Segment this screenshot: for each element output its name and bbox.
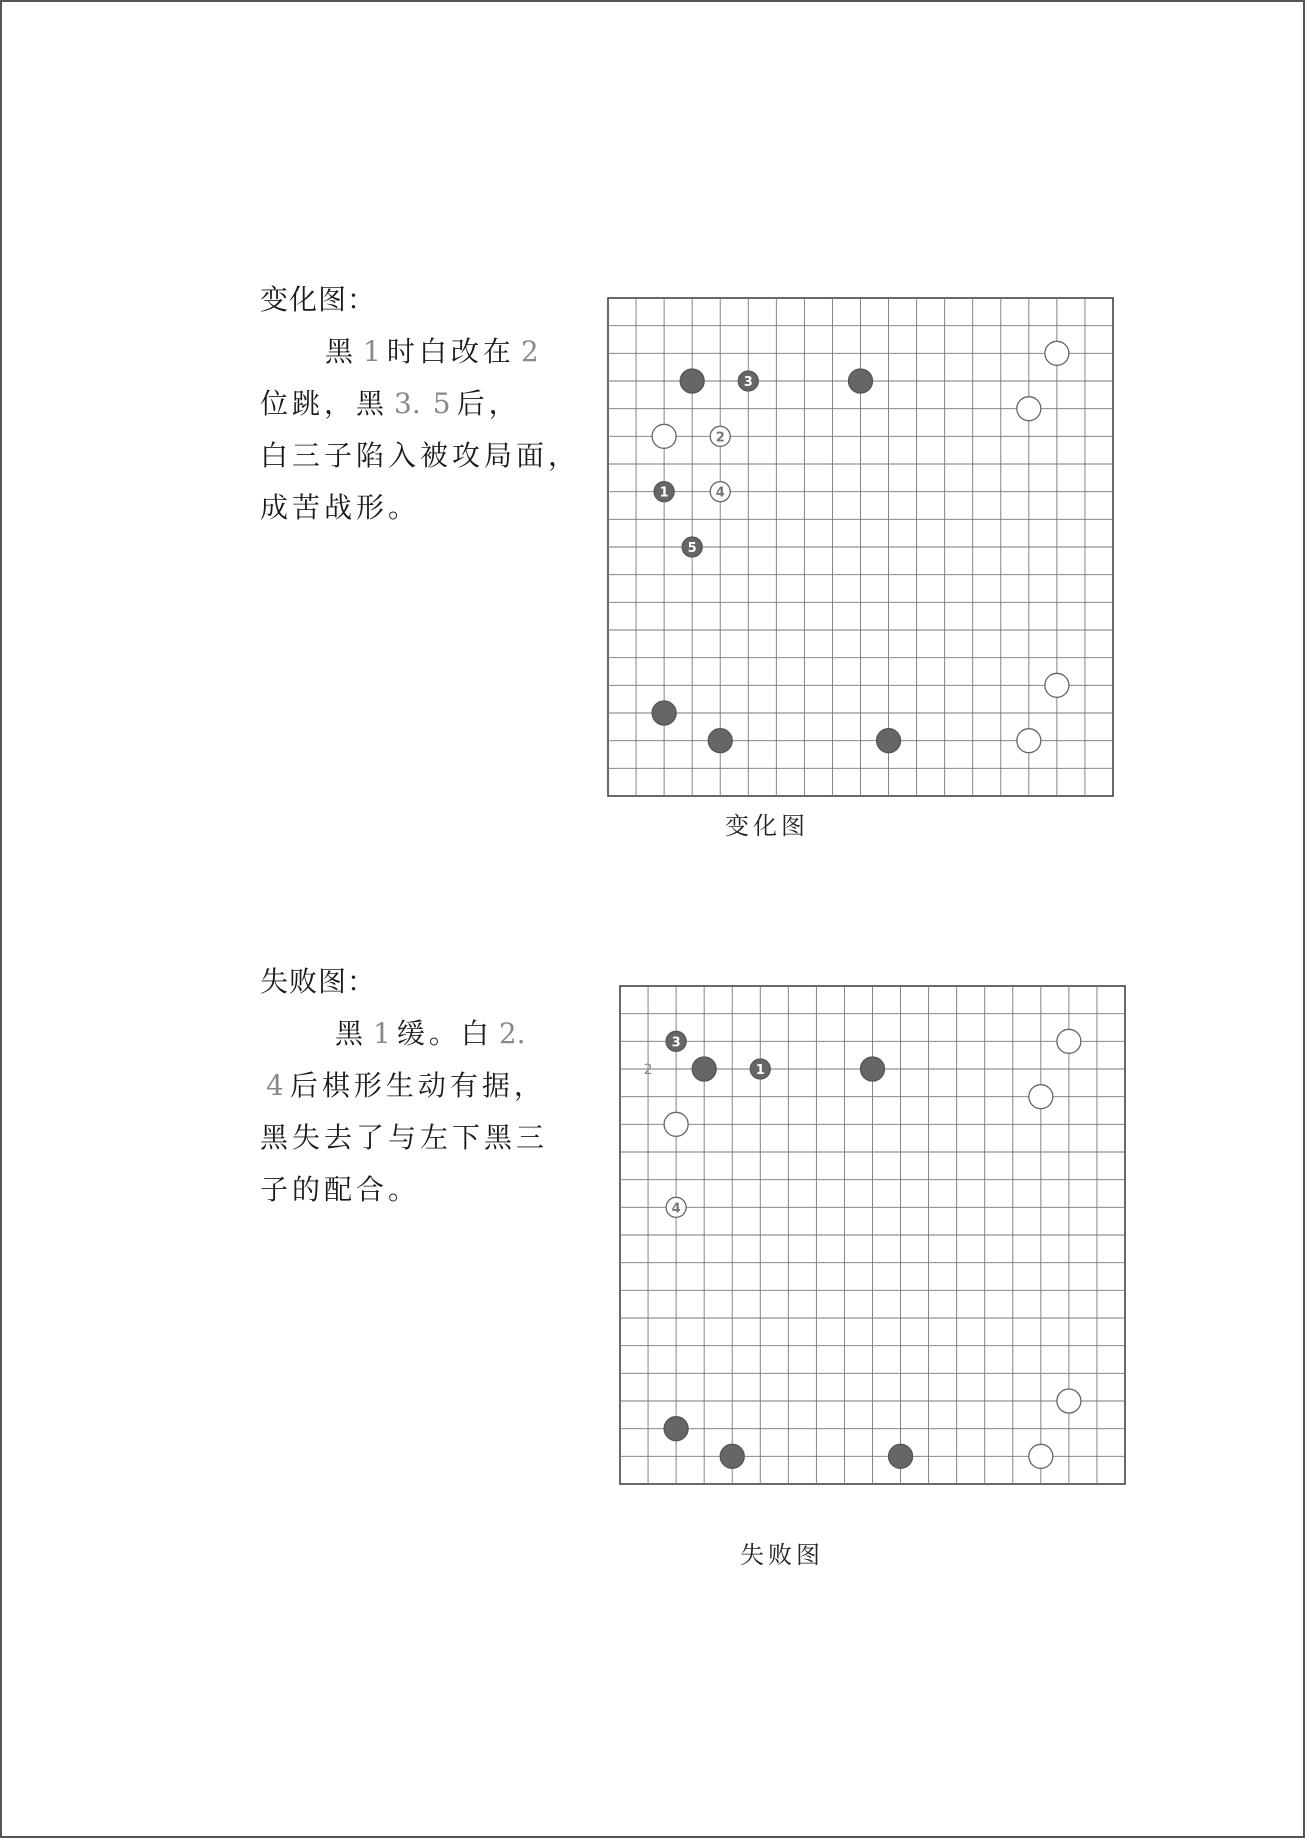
desc-text: 黑 bbox=[335, 1017, 368, 1050]
move-number: 5 bbox=[432, 387, 451, 420]
stone-number: 4 bbox=[671, 1201, 681, 1217]
white-stone bbox=[664, 1112, 688, 1136]
move-number: 2 bbox=[520, 335, 539, 368]
desc-text: 缓。白 bbox=[396, 1017, 493, 1050]
stone-number: 3 bbox=[743, 375, 753, 390]
failure-description bbox=[260, 1008, 580, 1216]
black-stone bbox=[861, 1057, 885, 1081]
move-number: 1 bbox=[363, 335, 381, 368]
stone-number: 3 bbox=[671, 1035, 681, 1051]
variation-heading: 变化图： bbox=[260, 283, 377, 316]
white-stone bbox=[1045, 673, 1069, 697]
white-stone bbox=[1057, 1029, 1081, 1053]
variation-description bbox=[260, 326, 580, 534]
white-stone bbox=[1017, 397, 1041, 421]
white-stone bbox=[652, 424, 676, 448]
white-stone bbox=[1029, 1444, 1053, 1468]
white-stone bbox=[1057, 1389, 1081, 1413]
desc-text: 子的配合。 bbox=[260, 1173, 421, 1206]
black-stone bbox=[680, 369, 704, 393]
white-stone bbox=[1045, 341, 1069, 365]
move-number: 1 bbox=[373, 1017, 391, 1050]
failure-caption: 失败图 bbox=[740, 1541, 824, 1569]
stone-number: 2 bbox=[715, 430, 725, 446]
black-stone bbox=[664, 1417, 688, 1441]
desc-text: 黑 bbox=[325, 335, 358, 368]
desc-text: 成苦战形。 bbox=[260, 491, 421, 524]
black-stone bbox=[877, 729, 901, 753]
black-stone bbox=[720, 1444, 744, 1468]
failure-heading: 失败图： bbox=[260, 965, 377, 998]
move-number: 3. bbox=[394, 387, 421, 420]
black-stone bbox=[692, 1057, 716, 1081]
variation-caption: 变化图 bbox=[725, 812, 809, 840]
go-board-variation bbox=[600, 290, 1125, 805]
black-stone bbox=[708, 729, 732, 753]
move-number: 4 bbox=[266, 1069, 284, 1102]
desc-text: 黑失去了与左下黑三 bbox=[260, 1121, 549, 1154]
stone-number: 4 bbox=[715, 485, 725, 501]
desc-text: 位跳，黑 bbox=[260, 387, 389, 420]
black-stone bbox=[889, 1444, 913, 1468]
black-stone bbox=[849, 369, 873, 393]
move-number: 2. bbox=[498, 1017, 526, 1050]
go-board-failure bbox=[612, 978, 1137, 1493]
white-stone bbox=[1017, 729, 1041, 753]
stone-number: 1 bbox=[755, 1063, 765, 1078]
stone-number: 1 bbox=[659, 485, 669, 501]
black-stone bbox=[652, 701, 676, 725]
move-label: 2 bbox=[643, 1062, 653, 1078]
desc-text: 后棋形生动有据， bbox=[289, 1069, 546, 1102]
desc-text: 后， bbox=[456, 387, 521, 420]
desc-text: 白三子陷入被攻局面， bbox=[260, 439, 581, 472]
stone-number: 5 bbox=[687, 541, 697, 556]
desc-text: 时白改在 bbox=[386, 335, 515, 368]
white-stone bbox=[1029, 1085, 1053, 1109]
